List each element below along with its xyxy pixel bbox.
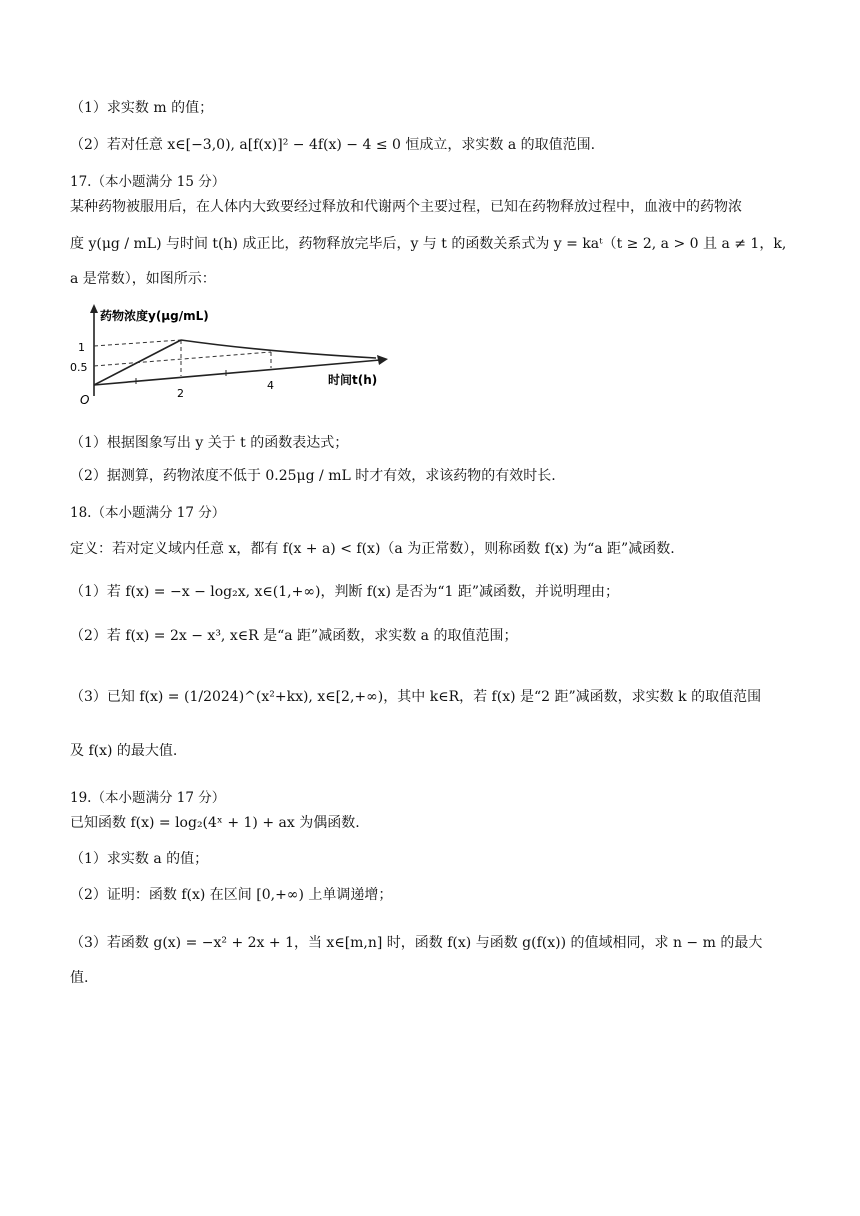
q18-header: 18.（本小题满分 17 分） <box>70 505 226 521</box>
q17-stem-line1: 某种药物被服用后，在人体内大致要经过释放和代谢两个主要过程，已知在药物释放过程中，血液中的药物浓 <box>70 199 742 215</box>
x-tick-2: 2 <box>177 387 184 400</box>
q18-part2: （2）若 f(x) = 2x − x³, x∈R 是“a 距”减函数，求实数 a 的取值范围； <box>70 628 518 644</box>
q19-header: 19.（本小题满分 17 分） <box>70 790 226 806</box>
decay-curve <box>181 340 376 358</box>
guide-y1 <box>94 340 181 346</box>
x-axis-label: 时间t(h) <box>328 373 378 387</box>
q18-part3-cont: 及 f(x) 的最大值. <box>70 743 178 759</box>
q17-stem-line3: a 是常数），如图所示： <box>70 271 216 287</box>
q18-part3: （3）已知 f(x) = (1/2024)^(x²+kx), x∈[2,+∞)，其中 k∈R，若 f(x) 是“2 距”减函数，求实数 k 的取值范围 <box>70 689 762 705</box>
q19-part3-cont: 值. <box>70 970 89 986</box>
drug-concentration-graph <box>66 300 396 410</box>
q18-part1: （1）若 f(x) = −x − log₂x, x∈(1,+∞)，判断 f(x) 是否为“1 距”减函数，并说明理由； <box>70 584 620 600</box>
y-axis-label: 药物浓度y(μg/mL) <box>100 309 209 323</box>
q18-definition: 定义：若对定义域内任意 x，都有 f(x + a) < f(x)（a 为正常数），则称函数 f(x) 为“a 距”减函数. <box>70 541 675 557</box>
q19-part2: （2）证明：函数 f(x) 在区间 [0,+∞) 上单调递增； <box>70 887 393 903</box>
y-tick-05: 0.5 <box>70 361 88 374</box>
x-tick-4: 4 <box>267 379 274 392</box>
q17-stem-line2: 度 y(μg / mL) 与时间 t(h) 成正比，药物释放完毕后，y 与 t 的函数关系式为 y = kaᵗ（t ≥ 2, a > 0 且 a ≠ 1，k, <box>70 236 787 252</box>
q17-part2: （2）据测算，药物浓度不低于 0.25μg / mL 时才有效，求该药物的有效时长. <box>70 468 556 484</box>
origin-label: O <box>80 393 90 407</box>
q17-header: 17.（本小题满分 15 分） <box>70 174 226 190</box>
q16-part1: （1）求实数 m 的值； <box>70 100 214 116</box>
q16-part2: （2）若对任意 x∈[−3,0), a[f(x)]² − 4f(x) − 4 ≤ 0 恒成立，求实数 a 的取值范围. <box>70 137 596 153</box>
guide-y05 <box>94 352 271 366</box>
y-tick-1: 1 <box>78 341 85 354</box>
q19-part3: （3）若函数 g(x) = −x² + 2x + 1，当 x∈[m,n] 时，函数 f(x) 与函数 g(f(x)) 的值域相同，求 n − m 的最大 <box>70 935 763 951</box>
x-axis-arrow <box>377 355 388 365</box>
q17-part1: （1）根据图象写出 y 关于 t 的函数表达式； <box>70 435 349 451</box>
y-axis-arrow <box>90 304 98 313</box>
q19-stem: 已知函数 f(x) = log₂(4ˣ + 1) + ax 为偶函数. <box>70 815 360 831</box>
q19-part1: （1）求实数 a 的值； <box>70 851 209 867</box>
